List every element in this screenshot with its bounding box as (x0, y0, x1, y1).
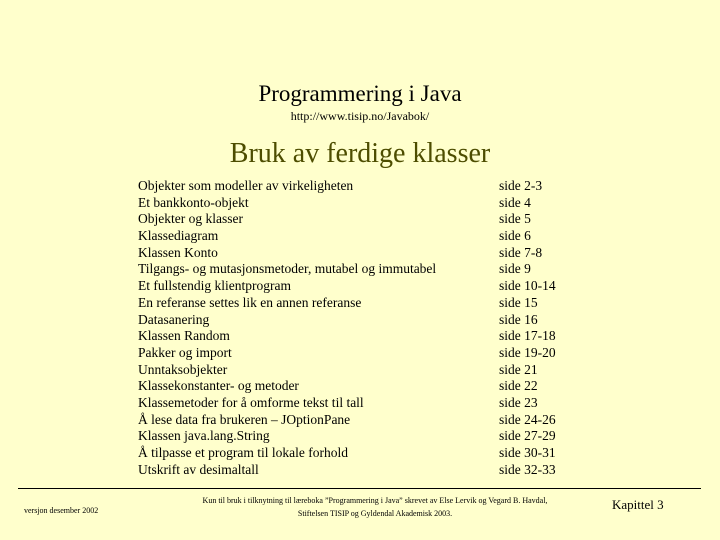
toc-topic: Tilgangs- og mutasjonsmetoder, mutabel og immutabel (138, 261, 437, 277)
toc-item (138, 278, 578, 295)
toc-item (138, 328, 578, 345)
toc-page: side 5 (499, 211, 531, 227)
footer-credit-line: Stiftelsen TISIP og Gyldendal Akademisk 2003. (297, 509, 453, 518)
footer-chapter: Kapittel 3 (612, 497, 664, 512)
toc-topic: Klassekonstanter- og metoder (138, 378, 299, 394)
toc-item (138, 211, 578, 228)
toc-page: side 15 (499, 294, 538, 310)
toc-page: side 6 (499, 228, 531, 244)
toc-page: side 9 (499, 261, 531, 277)
table-of-contents (138, 178, 578, 478)
toc-page: side 23 (499, 394, 538, 410)
toc-item (138, 345, 578, 362)
toc-item (138, 178, 578, 195)
toc-item (138, 295, 578, 312)
footer-credit (180, 494, 570, 520)
toc-item (138, 378, 578, 395)
toc-page: side 19-20 (499, 344, 556, 360)
toc-item (138, 245, 578, 262)
toc-item (138, 362, 578, 379)
toc-page: side 10-14 (499, 278, 556, 294)
footer-credit-line: Kun til bruk i tilknytning til læreboka ”Programmering i Java” skrevet av Else Lervik og Vegard B. Havdal, (202, 496, 548, 505)
toc-item (138, 428, 578, 445)
toc-item (138, 261, 578, 278)
toc-topic: Klassen Konto (138, 244, 218, 260)
toc-page: side 27-29 (499, 428, 556, 444)
toc-page: side 4 (499, 194, 531, 210)
toc-topic: Klassen java.lang.String (138, 428, 270, 444)
toc-topic: Klassediagram (138, 228, 219, 244)
toc-item (138, 395, 578, 412)
toc-topic: Objekter som modeller av virkeligheten (138, 178, 354, 193)
toc-topic: Utskrift av desimaltall (138, 461, 259, 477)
toc-page: side 22 (499, 378, 538, 394)
footer-version: versjon desember 2002 (24, 506, 99, 515)
toc-topic: Klassen Random (138, 328, 230, 344)
toc-topic: Å lese data fra brukeren – JOptionPane (138, 411, 351, 427)
toc-item (138, 412, 578, 429)
toc-topic: Pakker og import (138, 344, 232, 360)
toc-item (138, 195, 578, 212)
toc-page: side 2-3 (499, 178, 543, 193)
toc-page: side 16 (499, 311, 538, 327)
header-url: http://www.tisip.no/Javabok/ (290, 109, 430, 123)
toc-item (138, 462, 578, 479)
slide-title: Bruk av ferdige klasser (229, 138, 491, 169)
toc-topic: Klassemetoder for å omforme tekst til tall (138, 394, 364, 410)
toc-item (138, 312, 578, 329)
toc-page: side 30-31 (499, 445, 556, 460)
toc-page: side 17-18 (499, 328, 556, 344)
toc-topic: Å tilpasse et program til lokale forhold (138, 445, 348, 460)
toc-item (138, 228, 578, 245)
toc-page: side 32-33 (499, 461, 556, 477)
toc-page: side 7-8 (499, 244, 543, 260)
toc-topic: Unntaksobjekter (138, 361, 228, 377)
toc-page: side 21 (499, 361, 538, 377)
toc-topic: En referanse settes lik en annen referanse (138, 294, 362, 310)
toc-item (138, 445, 578, 462)
toc-page: side 24-26 (499, 411, 556, 427)
header-title: Programmering i Java (258, 81, 462, 106)
toc-topic: Objekter og klasser (138, 211, 243, 227)
footer-divider (18, 488, 701, 489)
toc-topic: Et fullstendig klientprogram (138, 278, 291, 294)
toc-topic: Et bankkonto-objekt (138, 194, 249, 210)
toc-topic: Datasanering (138, 311, 210, 327)
